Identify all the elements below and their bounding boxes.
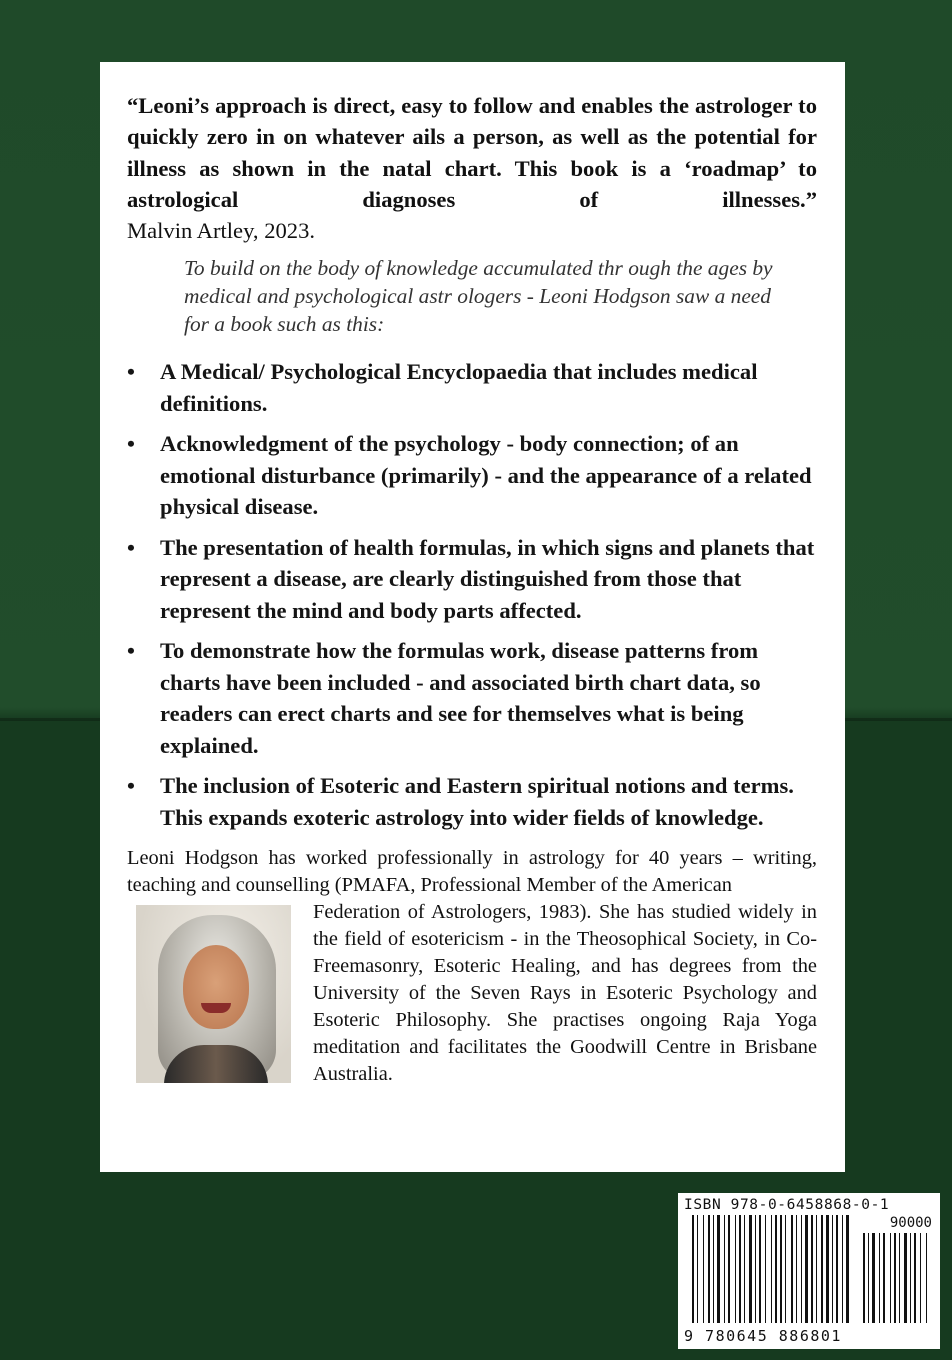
addon-bar [914, 1233, 916, 1323]
list-item: • The inclusion of Esoteric and Eastern spiritual notions and terms. This expands exoteric astrology into wider fields of knowledge. [127, 770, 817, 833]
list-item: • The presentation of health formulas, in which signs and planets that represent a disease, are clearly distinguished from those that represent the mind and body parts affected. [127, 532, 817, 627]
barcode-bar [713, 1215, 714, 1323]
isbn-label: ISBN 978-0-6458868-0-1 [684, 1197, 890, 1213]
bullet-icon: • [127, 534, 135, 560]
feature-list [127, 356, 817, 833]
author-bio-text: Federation of Astrologers, 1983). She has studied widely in the field of esotericism - in the Theosophical Society, in Co-Freemasonry, Esoteric Healing, and has degrees from the University of the Seven Rays in Esoteric Psychology and Esoteric Philosophy. She practises ongoing Raja Yoga meditation and facilitates the Goodwill Centre in Brisbane Australia. [313, 901, 817, 1086]
quote-author: Malvin Artley, 2023. [127, 218, 316, 244]
barcode-bar [846, 1215, 849, 1323]
author-bio-intro: Leoni Hodgson has worked professionally in astrology for 40 years – writing, teaching and counselling (PMAFA, Professional Member of the American [127, 847, 817, 897]
addon-bar [894, 1233, 896, 1323]
author-bio [127, 899, 817, 1088]
addon-bar [872, 1233, 875, 1323]
barcode-bar [755, 1215, 756, 1323]
barcode-bar [805, 1215, 808, 1323]
addon-bar [890, 1233, 891, 1323]
addon-bar [899, 1233, 900, 1323]
barcode-bar [801, 1215, 802, 1323]
intro-paragraph: To build on the body of knowledge accumulated thr ough the ages by medical and psychological astr ologers - Leoni Hodgson saw a need for a book such as this: [184, 256, 773, 337]
addon-bar [926, 1233, 927, 1323]
bullet-icon: • [127, 431, 135, 457]
barcode-bar [717, 1215, 720, 1323]
addon-bar [910, 1233, 911, 1323]
bullet-icon: • [127, 359, 135, 385]
barcode-bar [744, 1215, 745, 1323]
barcode-bar [811, 1215, 813, 1323]
addon-bar [879, 1233, 880, 1323]
ean-digits: 9 780645 886801 [684, 1327, 842, 1345]
addon-bar [920, 1233, 921, 1323]
addon-bar [863, 1233, 865, 1323]
barcode-bar [780, 1215, 782, 1323]
barcode-bar [826, 1215, 829, 1323]
barcode-bar [749, 1215, 752, 1323]
isbn-barcode [678, 1193, 940, 1349]
endorsement-quote: “Leoni’s approach is direct, easy to follow and enables the astrologer to quickly zero in on whatever ails a person, as well as the potential for illness as shown in the natal chart. This book is a ‘roadmap’ to astrological diagnoses of illnesses.” [127, 93, 817, 212]
barcode-bar [836, 1215, 838, 1323]
barcode-bar [759, 1215, 761, 1323]
barcode-bar [771, 1215, 772, 1323]
barcode-bar [832, 1215, 833, 1323]
bullet-icon: • [127, 773, 135, 799]
barcode-bar [796, 1215, 797, 1323]
barcode-bar [703, 1215, 704, 1323]
list-item: • Acknowledgment of the psychology - body connection; of an emotional disturbance (primarily) - and the appearance of a related physical disease. [127, 428, 817, 523]
barcode-bar [821, 1215, 823, 1323]
barcode-bar [697, 1215, 698, 1323]
bullet-icon: • [127, 638, 135, 664]
list-item: • To demonstrate how the formulas work, disease patterns from charts have been included - and associated birth chart data, so readers can erect charts and see for themselves what is being explained. [127, 635, 817, 761]
barcode-bar [692, 1215, 694, 1323]
barcode-bar [842, 1215, 843, 1323]
barcode-bar [775, 1215, 777, 1323]
addon-bar [868, 1233, 869, 1323]
addon-bar [904, 1233, 907, 1323]
barcode-bar [785, 1215, 786, 1323]
barcode-bar [765, 1215, 766, 1323]
barcode-bar [739, 1215, 741, 1323]
barcode-bar [735, 1215, 736, 1323]
barcode-bars [684, 1215, 934, 1327]
barcode-bar [708, 1215, 710, 1323]
barcode-bar [728, 1215, 730, 1323]
price-addon-code: 90000 [889, 1215, 932, 1231]
author-photo [136, 905, 291, 1083]
addon-bar [883, 1233, 885, 1323]
barcode-bar [791, 1215, 793, 1323]
barcode-bar [816, 1215, 817, 1323]
text-panel [100, 62, 845, 1172]
list-item: • A Medical/ Psychological Encyclopaedia that includes medical definitions. [127, 356, 817, 419]
barcode-bar [724, 1215, 725, 1323]
